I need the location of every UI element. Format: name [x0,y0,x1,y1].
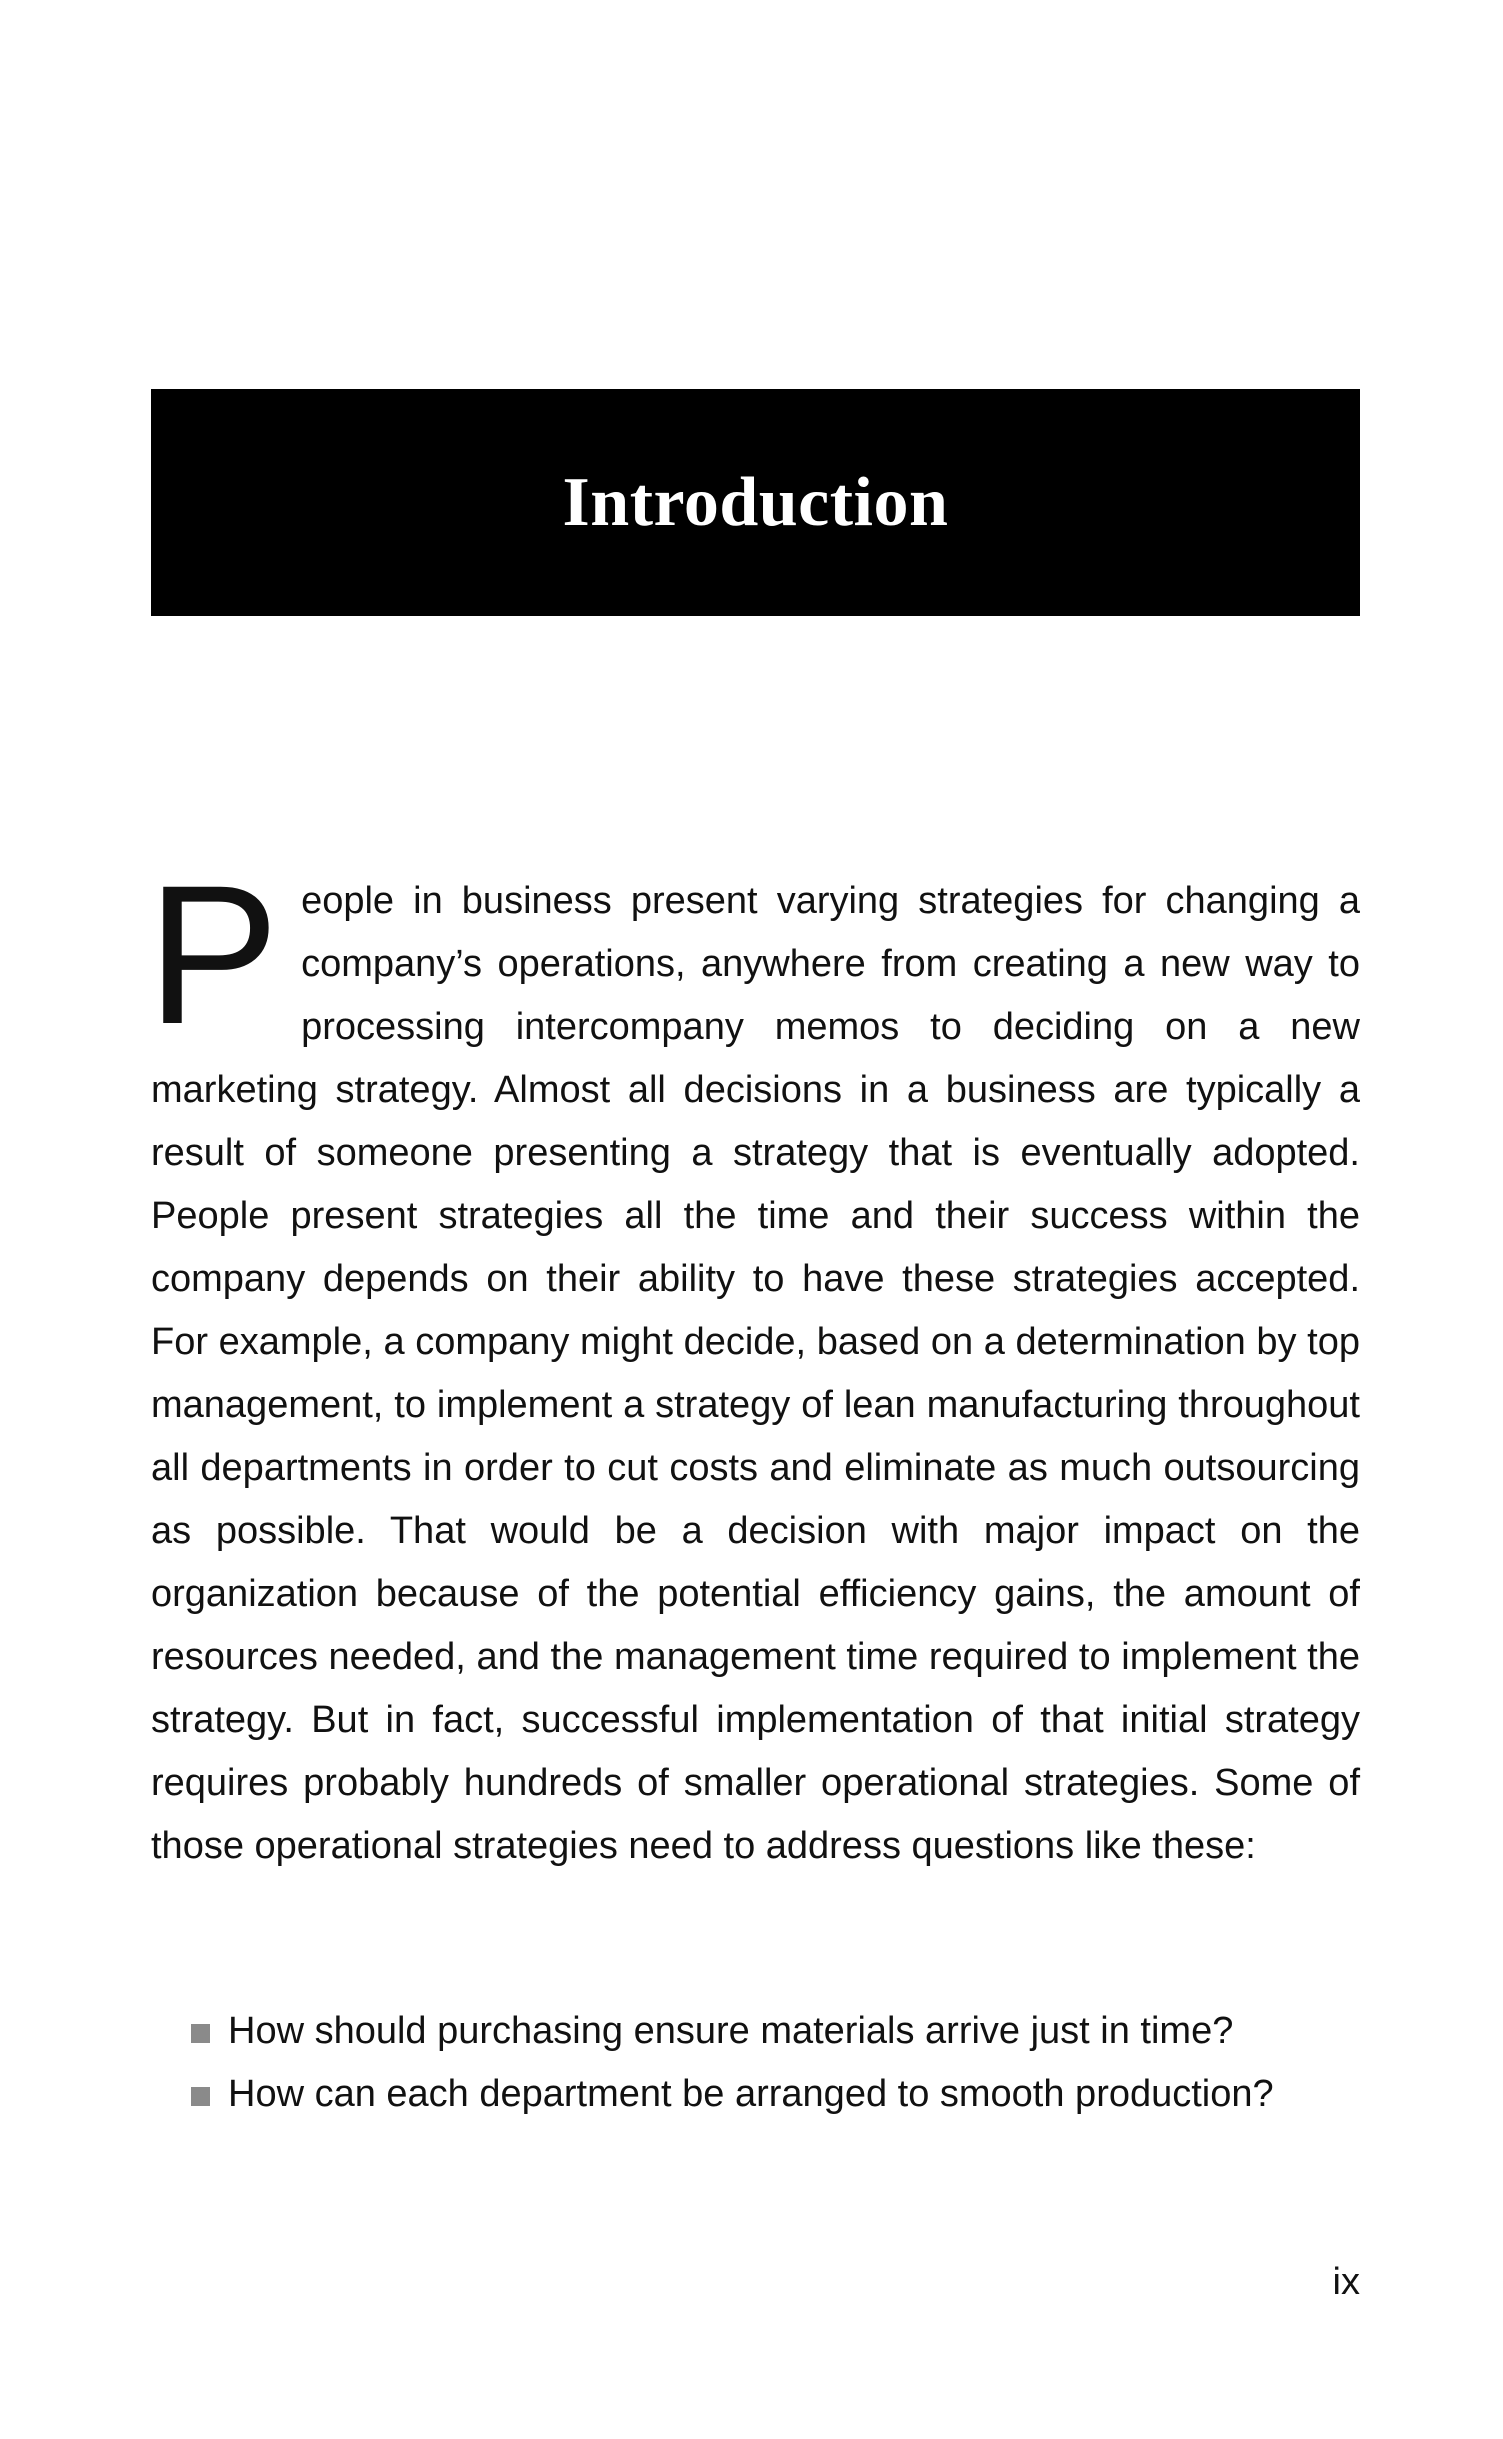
list-item [151,2063,1360,2126]
question-list [151,2000,1360,2126]
paragraph-text: eople in business present varying strategies for changing a company’s operations, anywhere from creating a new way to processing intercompany memos to deciding on a new marketing strategy. Almost all decisions in a business are typically a result of someone presenting a strategy that is eventually adopted. People present strategies all the time and their success within the company depends on their ability to have these strategies accepted. For example, a company might decide, based on a determination by top management, to implement a strategy of lean manufacturing throughout all departments in order to cut costs and eliminate as much outsourcing as possible. That would be a decision with major impact on the organization because of the potential efficiency gains, the amount of resources needed, and the management time required to implement the strategy. But in fact, successful implementation of that initial strategy requires probably hundreds of smaller operational strategies. Some of those operational strategies need to address questions like these: [151,880,1360,1867]
chapter-title: Introduction [562,463,949,541]
square-bullet-icon [191,2087,210,2106]
body-paragraph [147,844,1360,1878]
page-number: ix [1332,2261,1360,2303]
list-item-text: How should purchasing ensure materials arrive just in time? [228,2010,1234,2052]
chapter-title-banner [151,389,1360,616]
drop-cap: P [147,844,280,1065]
list-item-text: How can each department be arranged to smooth production? [228,2073,1274,2115]
list-item [151,2000,1360,2063]
square-bullet-icon [191,2024,210,2043]
